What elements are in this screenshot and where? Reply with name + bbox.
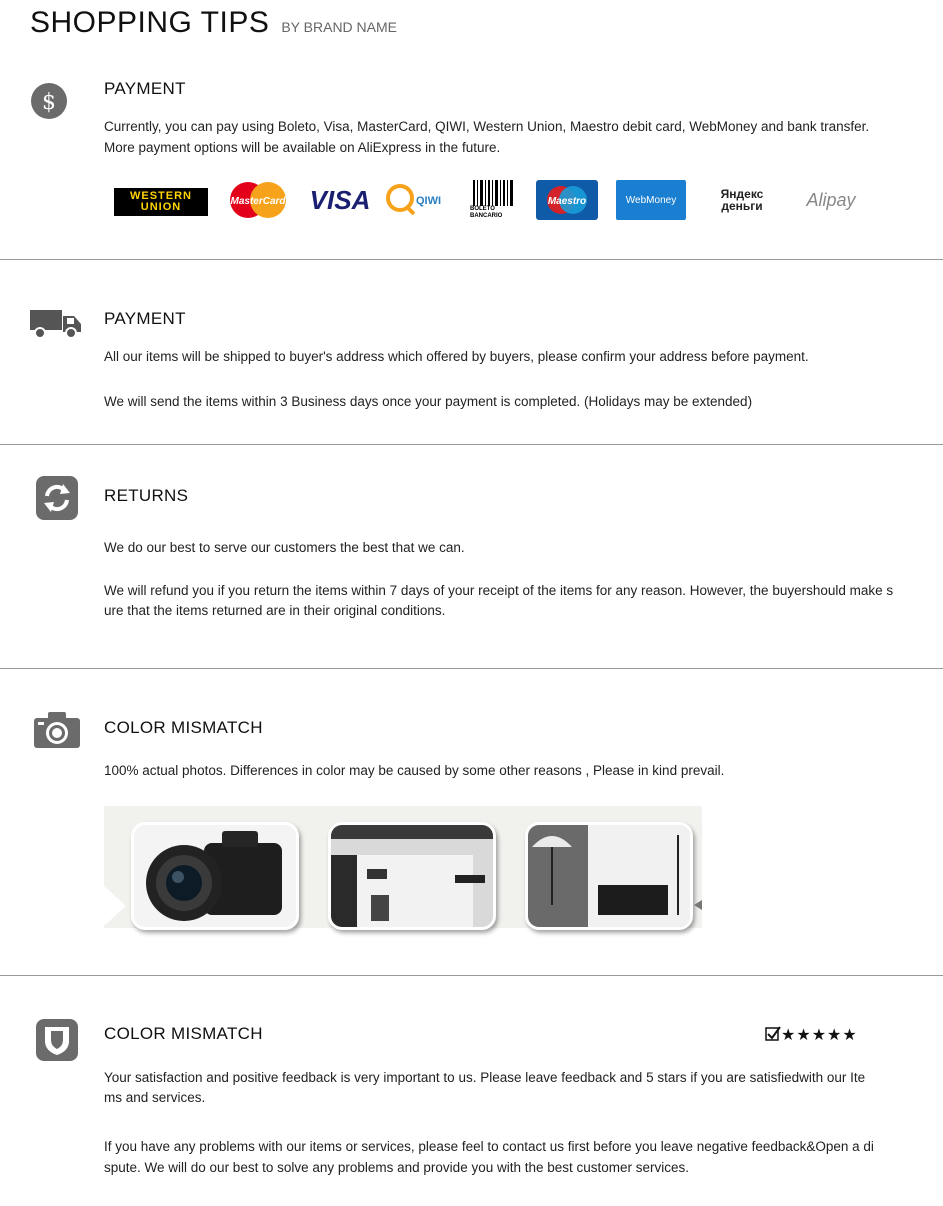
returns-text-1: We do our best to serve our customers the best that we can.: [104, 540, 465, 555]
checkbox-check-icon: [765, 1026, 781, 1042]
feedback-text-4: spute. We will do our best to solve any problems and provide you with the best customer services.: [104, 1160, 690, 1175]
feedback-text-2: ms and services.: [104, 1090, 206, 1105]
shield-icon: [36, 1019, 78, 1066]
feedback-text-1: Your satisfaction and positive feedback is very important to us. Please leave feedback and 5 stars if you are satisfiedwith our Ite: [104, 1070, 866, 1085]
color-title: COLOR MISMATCH: [104, 718, 263, 737]
section-divider: [0, 975, 943, 976]
ribbon-edge: [104, 806, 134, 928]
maestro-logo: [536, 180, 598, 220]
visa-logo: VISA: [309, 184, 371, 215]
boleto-logo: BOLETO BANCARIO: [470, 180, 518, 220]
alipay-logo: Alipay: [806, 189, 856, 210]
payment-title: PAYMENT: [104, 79, 186, 98]
payment-text-1: Currently, you can pay using Boleto, Visa, MasterCard, QIWI, Western Union, Maestro debit card, WebMoney and bank transfer.: [104, 119, 870, 134]
payment-text-2: More payment options will be available on AliExpress in the future.: [104, 140, 501, 155]
page-header: [30, 6, 397, 40]
studio-photo-1: [328, 822, 496, 930]
western-union-logo: WESTERN UNION: [114, 188, 208, 216]
payment-logos: [110, 180, 870, 226]
qiwi-logo: [384, 180, 456, 220]
mastercard-logo: [226, 180, 290, 220]
photo-strip: [104, 806, 702, 928]
feedback-text-3: If you have any problems with our items or services, please feel to contact us first before you leave negative feedback&Open a di: [104, 1139, 874, 1154]
five-stars-rating: [765, 1025, 858, 1045]
yandex-money-logo: Яндекс деньги: [720, 187, 764, 213]
shipping-title: PAYMENT: [104, 309, 186, 328]
studio-photo-2: [525, 822, 693, 930]
arrow-icon: [694, 900, 702, 910]
page-title: SHOPPING TIPS: [30, 6, 270, 39]
webmoney-logo: WebMoney: [616, 180, 686, 220]
svg-text:$: $: [42, 90, 56, 115]
dollar-icon: [30, 82, 68, 125]
section-divider: [0, 444, 943, 445]
feedback-title: COLOR MISMATCH: [104, 1024, 263, 1043]
returns-title: RETURNS: [104, 486, 189, 505]
shipping-text-2: We will send the items within 3 Business days once your payment is completed. (Holidays may be extended): [104, 394, 753, 409]
returns-text-3: ure that the items returned are in their original conditions.: [104, 603, 446, 618]
truck-icon: [30, 308, 82, 345]
returns-text-2: We will refund you if you return the items within 7 days of your receipt of the items for any reason. However, the buyershould make s: [104, 583, 894, 598]
brand-subtitle: BY BRAND NAME: [281, 19, 398, 35]
camera-icon: [34, 712, 80, 753]
svg-text:MasterCard: MasterCard: [230, 196, 286, 207]
color-text-1: 100% actual photos. Differences in color may be caused by some other reasons , Please in kind prevail.: [104, 763, 725, 778]
refresh-icon: [36, 476, 78, 525]
shipping-text-1: All our items will be shipped to buyer's address which offered by buyers, please confirm your address before payment.: [104, 349, 809, 364]
svg-text:QIWI: QIWI: [416, 195, 442, 207]
section-divider: [0, 259, 943, 260]
section-divider: [0, 668, 943, 669]
stars-icon: ★★★★★: [781, 1027, 858, 1044]
camera-photo: [131, 822, 299, 930]
svg-text:Maestro: Maestro: [547, 196, 587, 207]
